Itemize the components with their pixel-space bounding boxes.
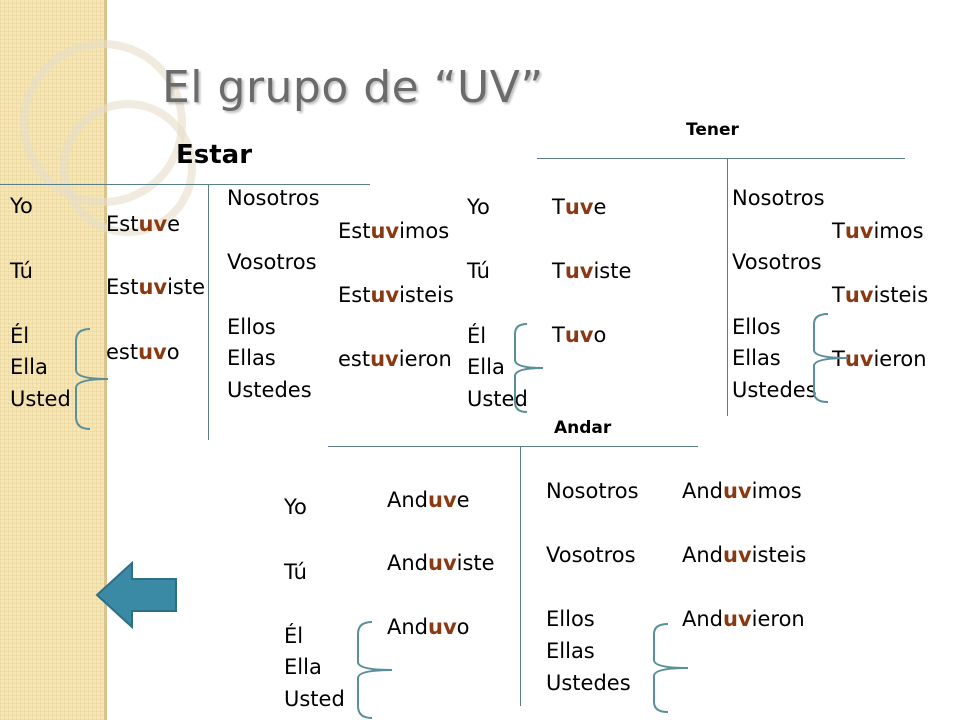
- rule-estar-vertical: [208, 184, 209, 440]
- pronoun-vosotros: Vosotros: [732, 250, 822, 274]
- form-estuvo: estuvo: [106, 340, 180, 364]
- form-anduvisteis: Anduvisteis: [682, 543, 807, 567]
- form-tuvo: Tuvo: [552, 323, 607, 347]
- pronoun-ellos: Ellos: [546, 607, 595, 631]
- verb-heading-tener: Tener: [686, 120, 739, 140]
- pronoun-yo: Yo: [467, 195, 490, 219]
- pronoun-nosotros: Nosotros: [732, 186, 825, 210]
- pronoun-el: Él: [284, 624, 304, 648]
- bracket-icon: [68, 326, 114, 432]
- pronoun-tu: Tú: [284, 560, 307, 584]
- pronoun-el: Él: [10, 324, 30, 348]
- form-anduvo: Anduvo: [387, 615, 470, 639]
- pronoun-ustedes: Ustedes: [546, 671, 631, 695]
- pronoun-ellas: Ellas: [546, 639, 595, 663]
- pronoun-ella: Ella: [467, 355, 505, 379]
- pronoun-nosotros: Nosotros: [546, 479, 639, 503]
- pronoun-ella: Ella: [284, 655, 322, 679]
- bracket-icon: [806, 312, 854, 404]
- pronoun-ella: Ella: [10, 355, 48, 379]
- form-anduviste: Anduviste: [387, 551, 495, 575]
- form-tuvimos: Tuvimos: [832, 219, 924, 243]
- pronoun-nosotros: Nosotros: [227, 186, 320, 210]
- form-tuviste: Tuviste: [552, 259, 632, 283]
- bracket-icon: [507, 322, 549, 414]
- form-estuve: Estuve: [106, 212, 181, 236]
- verb-heading-andar: Andar: [554, 418, 612, 438]
- back-arrow-icon[interactable]: [94, 560, 180, 630]
- form-estuviste: Estuviste: [106, 275, 206, 299]
- bracket-icon: [646, 622, 692, 714]
- form-tuvisteis: Tuvisteis: [832, 283, 929, 307]
- rule-estar-horizontal: [0, 184, 370, 185]
- pronoun-yo: Yo: [284, 495, 307, 519]
- pronoun-usted: Usted: [284, 687, 345, 711]
- form-anduve: Anduve: [387, 488, 470, 512]
- rule-andar-vertical: [520, 446, 521, 706]
- pronoun-ellas: Ellas: [227, 346, 276, 370]
- pronoun-usted: Usted: [467, 387, 528, 411]
- form-estuvisteis: Estuvisteis: [338, 283, 454, 307]
- form-anduvieron: Anduvieron: [682, 607, 805, 631]
- pronoun-tu: Tú: [467, 259, 490, 283]
- page-title: El grupo de “UV”: [162, 62, 544, 113]
- pronoun-yo: Yo: [10, 194, 33, 218]
- pronoun-vosotros: Vosotros: [227, 250, 317, 274]
- pronoun-usted: Usted: [10, 387, 71, 411]
- form-tuve: Tuve: [552, 195, 607, 219]
- verb-heading-estar: Estar: [176, 140, 253, 170]
- pronoun-ellos: Ellos: [227, 315, 276, 339]
- pronoun-tu: Tú: [10, 259, 33, 283]
- form-anduvimos: Anduvimos: [682, 479, 802, 503]
- bracket-icon: [350, 620, 396, 720]
- pronoun-ellas: Ellas: [732, 346, 781, 370]
- rule-tener-vertical: [727, 158, 728, 416]
- pronoun-ustedes: Ustedes: [732, 378, 817, 402]
- rule-andar-horizontal: [328, 446, 698, 447]
- pronoun-ustedes: Ustedes: [227, 378, 312, 402]
- form-tuvieron: Tuvieron: [832, 347, 927, 371]
- form-estuvimos: Estuvimos: [338, 219, 450, 243]
- pronoun-vosotros: Vosotros: [546, 543, 636, 567]
- pronoun-ellos: Ellos: [732, 315, 781, 339]
- form-estuvieron: estuvieron: [338, 347, 452, 371]
- rule-tener-horizontal: [537, 158, 905, 159]
- pronoun-el: Él: [467, 324, 487, 348]
